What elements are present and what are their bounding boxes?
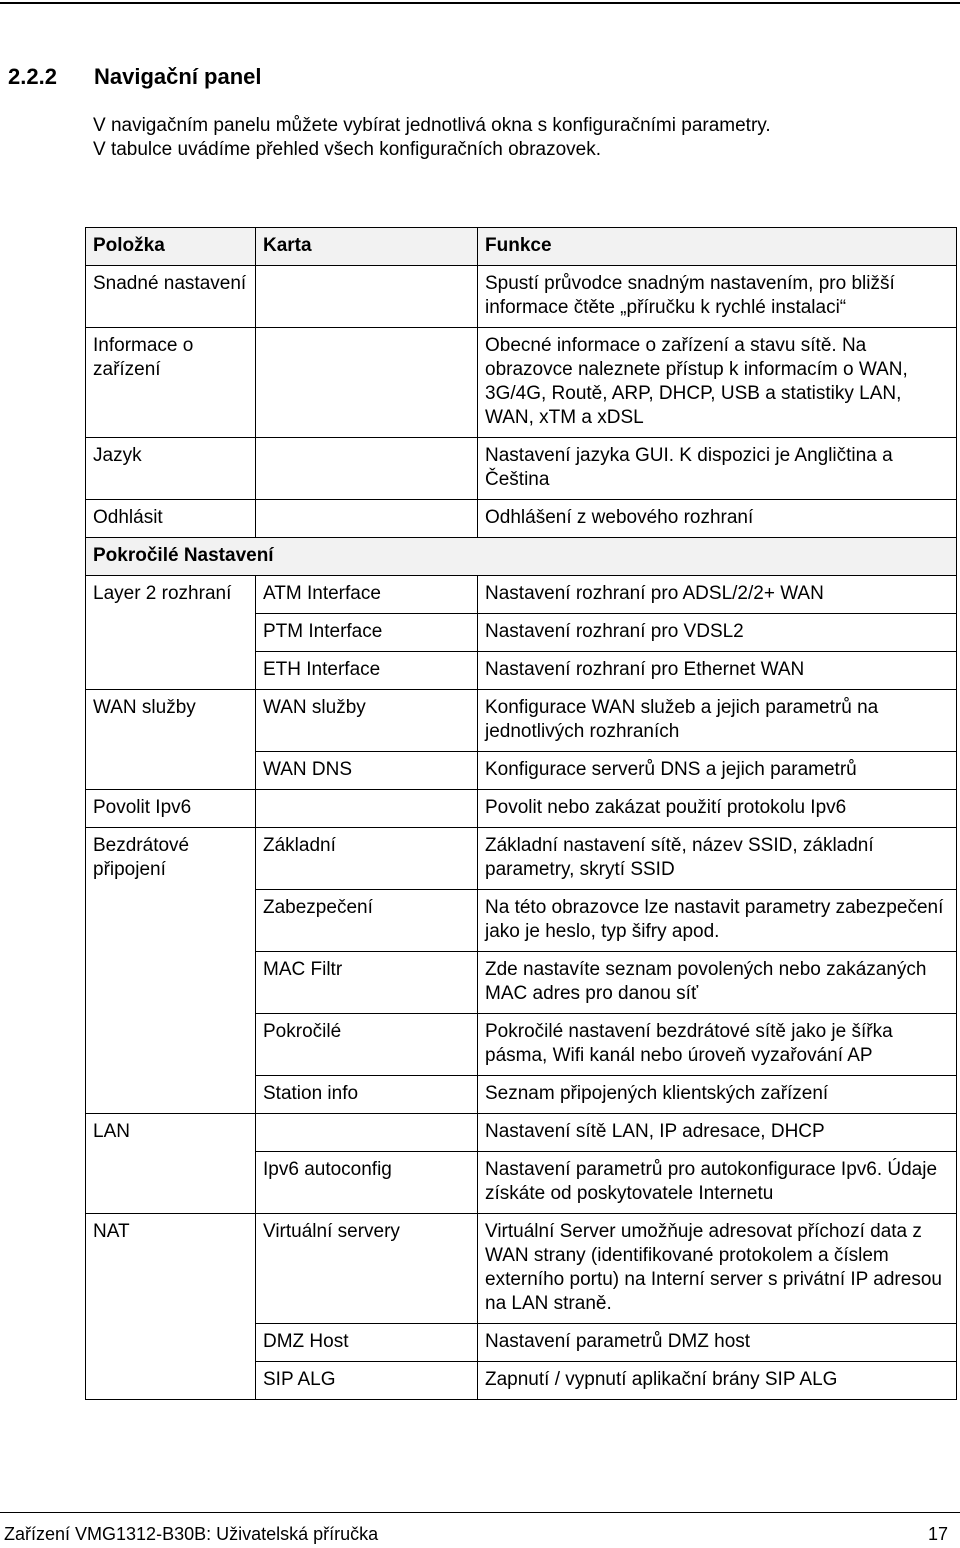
row-item-cell [86,890,256,952]
row-function-cell: Virtuální Server umožňuje adresovat příchozí data z WAN strany (identifikované protokolem a číslem externího portu) na Interní server s privátní IP adresou na LAN straně. [478,1214,957,1324]
row-function-cell: Nastavení parametrů pro autokonfigurace Ipv6. Údaje získáte od poskytovatele Internetu [478,1152,957,1214]
row-item-cell [86,1076,256,1114]
row-tab-cell: Virtuální servery [256,1214,478,1324]
row-item-cell [86,1324,256,1362]
row-function-cell: Spustí průvodce snadným nastavením, pro bližší informace čtěte „příručku k rychlé instalaci“ [478,266,957,328]
row-tab-cell: WAN služby [256,690,478,752]
row-item-cell: Snadné nastavení [86,266,256,328]
row-item-cell: Informace o zařízení [86,328,256,438]
row-item-cell: Povolit Ipv6 [86,790,256,828]
row-item-cell [86,1362,256,1400]
row-function-cell: Seznam připojených klientských zařízení [478,1076,957,1114]
row-tab-cell: Station info [256,1076,478,1114]
row-function-cell: Zde nastavíte seznam povolených nebo zakázaných MAC adres pro danou síť [478,952,957,1014]
row-function-cell: Pokročilé nastavení bezdrátové sítě jako je šířka pásma, Wifi kanál nebo úroveň vyzařování AP [478,1014,957,1076]
row-item-cell: Bezdrátové připojení [86,828,256,890]
row-function-cell: Na této obrazovce lze nastavit parametry zabezpečení jako je heslo, typ šifry apod. [478,890,957,952]
row-function-cell: Konfigurace WAN služeb a jejich parametrů na jednotlivých rozhraních [478,690,957,752]
intro-line-2: V tabulce uvádíme přehled všech konfiguračních obrazovek. [93,139,602,160]
table-row [86,1014,957,1076]
header-tab: Karta [256,228,478,266]
table-row [86,576,957,614]
row-function-cell: Nastavení parametrů DMZ host [478,1324,957,1362]
section-title: Navigační panel [94,64,262,89]
row-tab-cell: WAN DNS [256,752,478,790]
row-tab-cell: Ipv6 autoconfig [256,1152,478,1214]
section-row-advanced [86,538,957,576]
row-tab-cell [256,1114,478,1152]
row-item-cell [86,1152,256,1214]
row-item-cell [86,1014,256,1076]
row-item-cell [86,652,256,690]
section-advanced-label: Pokročilé Nastavení [86,538,957,576]
table-row [86,1076,957,1114]
table-row [86,438,957,500]
section-number: 2.2.2 [8,64,57,89]
row-tab-cell: SIP ALG [256,1362,478,1400]
table-row [86,652,957,690]
header-function: Funkce [478,228,957,266]
row-item-cell: NAT [86,1214,256,1324]
table-row [86,752,957,790]
row-tab-cell [256,328,478,438]
row-tab-cell: ETH Interface [256,652,478,690]
row-function-cell: Nastavení rozhraní pro VDSL2 [478,614,957,652]
row-tab-cell [256,500,478,538]
row-function-cell: Nastavení jazyka GUI. K dispozici je Angličtina a Čeština [478,438,957,500]
row-item-cell [86,752,256,790]
row-function-cell: Základní nastavení sítě, název SSID, základní parametry, skrytí SSID [478,828,957,890]
row-function-cell: Nastavení rozhraní pro ADSL/2/2+ WAN [478,576,957,614]
table-row [86,828,957,890]
row-tab-cell: MAC Filtr [256,952,478,1014]
table-row [86,1214,957,1324]
table-row [86,1114,957,1152]
table-row [86,328,957,438]
row-tab-cell: Pokročilé [256,1014,478,1076]
intro-line-1: V navigačním panelu můžete vybírat jednotlivá okna s konfiguračními parametry. [93,115,771,136]
row-item-cell: Layer 2 rozhraní [86,576,256,614]
row-tab-cell: Základní [256,828,478,890]
row-tab-cell: DMZ Host [256,1324,478,1362]
table-row [86,890,957,952]
row-item-cell [86,614,256,652]
table-row [86,614,957,652]
row-function-cell: Zapnutí / vypnutí aplikační brány SIP ALG [478,1362,957,1400]
table-row [86,1362,957,1400]
table-row [86,690,957,752]
footer-document-title: Zařízení VMG1312-B30B: Uživatelská příručka [4,1524,379,1544]
row-function-cell: Nastavení sítě LAN, IP adresace, DHCP [478,1114,957,1152]
table-row [86,790,957,828]
row-tab-cell: PTM Interface [256,614,478,652]
row-tab-cell: ATM Interface [256,576,478,614]
row-tab-cell [256,266,478,328]
table-row [86,500,957,538]
row-function-cell: Povolit nebo zakázat použití protokolu Ipv6 [478,790,957,828]
table-row [86,1324,957,1362]
row-item-cell: WAN služby [86,690,256,752]
row-tab-cell [256,438,478,500]
row-function-cell: Nastavení rozhraní pro Ethernet WAN [478,652,957,690]
table-row [86,1152,957,1214]
table-row [86,952,957,1014]
top-rule [0,2,960,4]
row-item-cell: Odhlásit [86,500,256,538]
section-heading [8,64,262,90]
footer-page-number: 17 [927,1524,948,1544]
row-function-cell: Konfigurace serverů DNS a jejich parametrů [478,752,957,790]
intro-paragraph [93,114,953,162]
row-tab-cell [256,790,478,828]
table-row [86,266,957,328]
row-item-cell [86,952,256,1014]
row-tab-cell: Zabezpečení [256,890,478,952]
table-header-row [86,228,957,266]
row-function-cell: Odhlášení z webového rozhraní [478,500,957,538]
navigation-table [85,227,957,1400]
row-item-cell: LAN [86,1114,256,1152]
header-item: Položka [86,228,256,266]
footer-rule [0,1512,960,1513]
row-item-cell: Jazyk [86,438,256,500]
row-function-cell: Obecné informace o zařízení a stavu sítě. Na obrazovce naleznete přístup k informacím o WAN, 3G/4G, Routě, ARP, DHCP, USB a statistiky LAN, WAN, xTM a xDSL [478,328,957,438]
